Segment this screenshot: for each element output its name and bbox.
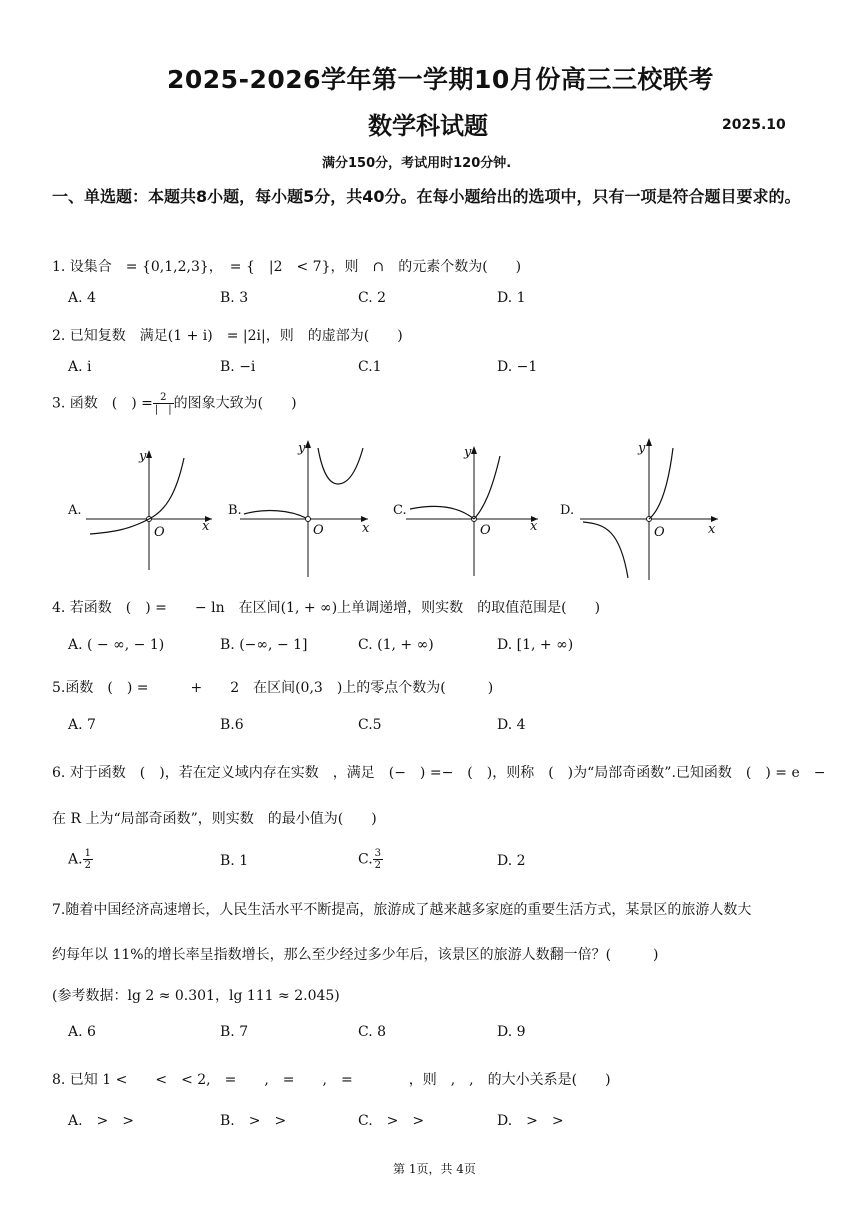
question-7-reference: (参考数据：lg 2 ≈ 0.301，lg 111 ≈ 2.045) — [52, 988, 340, 1004]
q1-option-d: D. 1 — [497, 290, 526, 306]
question-8-stem: 8. 已知 1 < < < 2, = , = , = ，则 , , 的大小关系是( ) — [52, 1072, 611, 1088]
q7-option-d: D. 9 — [497, 1024, 526, 1040]
svg-text:y: y — [298, 441, 306, 456]
q8-option-a: A. > > — [68, 1113, 135, 1129]
svg-text:x: x — [202, 519, 210, 534]
q3-graphs — [0, 430, 868, 590]
graph-b — [228, 440, 370, 577]
graph-c-label: C. — [393, 503, 407, 518]
q3-stem-post: 的图象大致为( ) — [173, 395, 297, 412]
svg-text:x: x — [530, 519, 538, 534]
question-5-stem: 5.函数 ( ) = + 2 在区间(0,3 )上的零点个数为( ) — [52, 680, 494, 696]
q6-option-d: D. 2 — [497, 853, 526, 869]
q2-option-b: B. −i — [220, 359, 256, 375]
q4-option-a: A. ( − ∞, − 1) — [68, 637, 165, 653]
graph-c — [393, 445, 538, 576]
q1-option-b: B. 3 — [220, 290, 249, 306]
q2-option-c: C.1 — [358, 359, 382, 375]
question-3-stem — [52, 392, 297, 415]
q7-option-b: B. 7 — [220, 1024, 249, 1040]
q6-option-b: B. 1 — [220, 853, 249, 869]
graph-d — [560, 438, 718, 580]
svg-text:O: O — [654, 525, 665, 540]
q7-option-c: C. 8 — [358, 1024, 387, 1040]
svg-text:y: y — [464, 445, 472, 460]
exam-title: 2025-2026学年第一学期10月份高三三校联考 — [167, 65, 714, 94]
q3-stem-pre: 3. 函数 ( ) = — [52, 395, 153, 412]
question-1-stem: 1. 设集合 = {0,1,2,3}， = { |2 < 7}，则 ∩ 的元素个数为( ) — [52, 259, 522, 275]
q4-option-c: C. (1, + ∞) — [358, 637, 434, 653]
q2-option-a: A. i — [68, 359, 92, 375]
svg-text:y: y — [139, 449, 147, 464]
q6-option-a: A. $\frac{1}{2}$ — [68, 848, 91, 871]
page-footer: 第 1页，共 4页 — [393, 1162, 476, 1176]
question-7-stem-line2: 约每年以 11%的增长率呈指数增长，那么至少经过多少年后，该景区的旅游人数翻一倍？( ) — [52, 947, 659, 963]
question-6-stem: 6. 对于函数 ( )，若在定义域内存在实数 ，满足 (− ) =− ( )，则称 ( )为“局部奇函数”.已知函数 ( ) = e − — [52, 765, 826, 781]
q2-option-d: D. −1 — [497, 359, 538, 375]
q5-option-d: D. 4 — [497, 717, 526, 733]
svg-text:O: O — [313, 523, 324, 538]
q5-option-a: A. 7 — [68, 717, 96, 733]
section-heading: 一、单选题：本题共8小题，每小题5分，共40分。在每小题给出的选项中，只有一项是符合题目要求的。 — [52, 187, 801, 206]
q1-option-a: A. 4 — [68, 290, 96, 306]
graph-a — [67, 449, 212, 570]
svg-text:y: y — [638, 441, 646, 456]
svg-text:x: x — [362, 521, 370, 536]
question-6-stem-line2: 在 R 上为“局部奇函数”，则实数 的最小值为( ) — [52, 811, 377, 827]
q5-option-c: C.5 — [358, 717, 382, 733]
graph-d-label: D. — [560, 503, 575, 518]
graph-b-label: B. — [228, 503, 242, 518]
exam-note: 满分150分，考试用时120分钟. — [322, 156, 512, 171]
question-2-stem: 2. 已知复数 满足(1 + i) = |2i|，则 的虚部为( ) — [52, 328, 403, 344]
q7-option-a: A. 6 — [68, 1024, 96, 1040]
q1-option-c: C. 2 — [358, 290, 387, 306]
question-7-stem: 7.随着中国经济高速增长，人民生活水平不断提高，旅游成了越来越多家庭的重要生活方式，某景区的旅游人数大 — [52, 902, 752, 918]
q8-option-b: B. > > — [220, 1113, 287, 1129]
q5-option-b: B.6 — [220, 717, 244, 733]
q4-option-b: B. (−∞, − 1] — [220, 637, 308, 653]
svg-text:O: O — [154, 525, 165, 540]
svg-text:x: x — [708, 522, 716, 537]
q8-option-d: D. > > — [497, 1113, 564, 1129]
q4-option-d: D. [1, + ∞) — [497, 637, 574, 653]
q3-fraction: $\frac{2}{| |}$ — [154, 392, 172, 415]
graph-a-label: A. — [68, 503, 82, 518]
question-4-stem: 4. 若函数 ( ) = − ln 在区间(1, + ∞)上单调递增，则实数 的取值范围是( ) — [52, 600, 601, 616]
q6-option-c: C. $\frac{3}{2}$ — [358, 848, 382, 871]
q8-option-c: C. > > — [358, 1113, 425, 1129]
exam-date: 2025.10 — [722, 117, 786, 133]
exam-subtitle: 数学科试题 — [368, 112, 488, 140]
svg-text:O: O — [480, 523, 491, 538]
